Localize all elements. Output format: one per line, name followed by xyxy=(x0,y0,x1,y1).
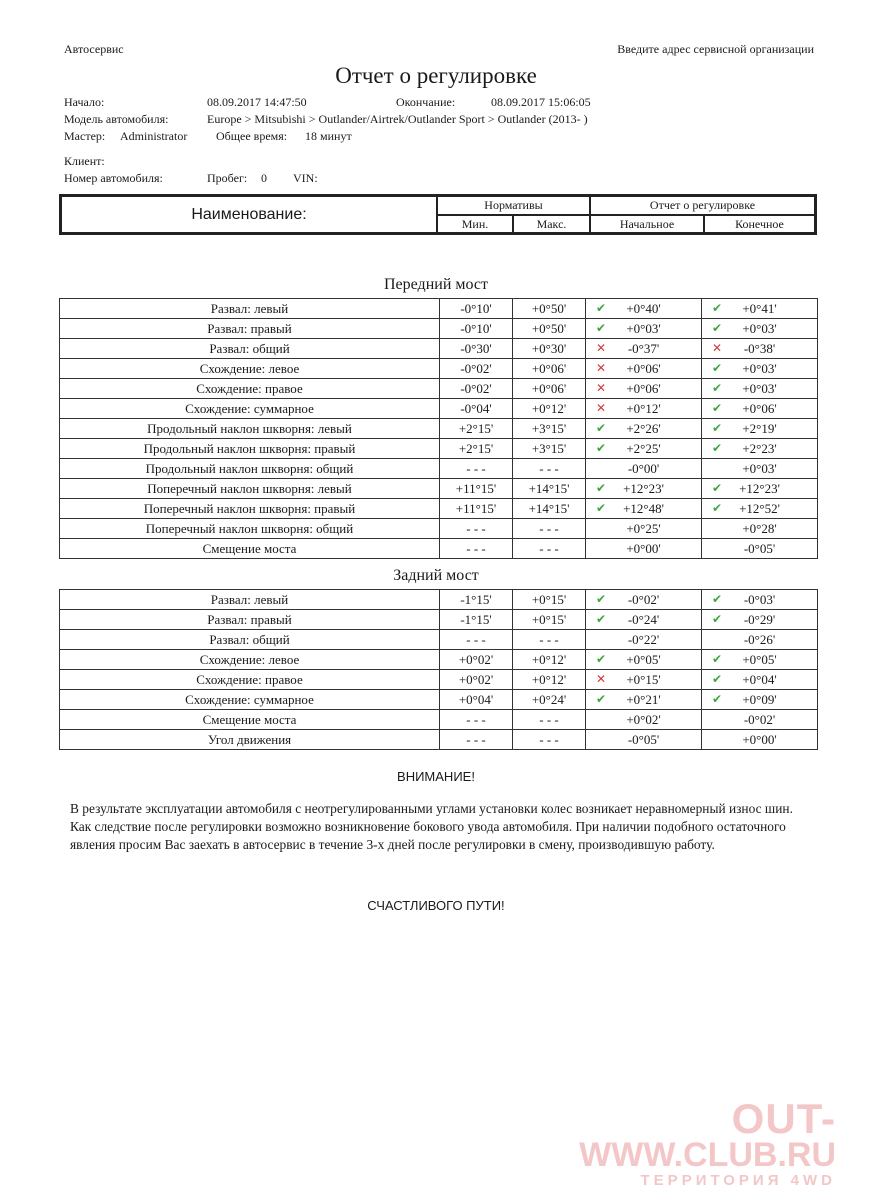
start-value: 08.09.2017 14:47:50 xyxy=(207,95,307,109)
initial-value-cell xyxy=(586,339,702,359)
max-value: - - - xyxy=(513,539,586,559)
cross-icon: ✕ xyxy=(596,381,607,395)
final-value: +0°04' xyxy=(742,672,777,687)
max-value: - - - xyxy=(513,630,586,650)
table-row xyxy=(60,690,818,710)
table-row xyxy=(60,439,818,459)
table-row xyxy=(60,610,818,630)
final-value-cell xyxy=(702,439,818,459)
check-icon: ✔ xyxy=(712,361,723,375)
initial-value: -0°00' xyxy=(627,461,660,476)
cross-icon: ✕ xyxy=(596,361,607,375)
row-name: Развал: правый xyxy=(60,610,440,630)
check-icon: ✔ xyxy=(712,501,723,515)
final-value-cell xyxy=(702,710,818,730)
final-value-cell xyxy=(702,519,818,539)
min-value: -1°15' xyxy=(440,610,513,630)
table-header xyxy=(59,194,817,235)
mileage-label: Пробег: xyxy=(207,171,248,185)
row-name: Схождение: правое xyxy=(60,379,440,399)
row-name: Поперечный наклон шкворня: правый xyxy=(60,499,440,519)
final-value: +0°03' xyxy=(742,321,777,336)
final-value: +0°05' xyxy=(742,652,777,667)
min-value: - - - xyxy=(440,730,513,750)
table-row xyxy=(60,539,818,559)
table-row xyxy=(60,650,818,670)
report-header: Отчет о регулировке xyxy=(591,197,814,216)
check-icon: ✔ xyxy=(712,652,723,666)
initial-value: +12°23' xyxy=(623,481,664,496)
initial-value-cell xyxy=(586,459,702,479)
check-icon: ✔ xyxy=(596,301,607,315)
row-name: Развал: левый xyxy=(60,299,440,319)
initial-value-cell xyxy=(586,650,702,670)
table-row xyxy=(60,730,818,750)
mileage-value: 0 xyxy=(261,171,267,185)
final-value: +0°03' xyxy=(742,381,777,396)
final-value-cell xyxy=(702,319,818,339)
final-value: +2°19' xyxy=(742,421,777,436)
table-row xyxy=(60,459,818,479)
final-value-cell xyxy=(702,690,818,710)
final-value: +0°41' xyxy=(742,301,777,316)
final-value-cell xyxy=(702,299,818,319)
initial-value-cell xyxy=(586,630,702,650)
max-value: - - - xyxy=(513,459,586,479)
cross-icon: ✕ xyxy=(596,672,607,686)
check-icon: ✔ xyxy=(712,612,723,626)
initial-value: -0°37' xyxy=(627,341,660,356)
row-name: Развал: общий xyxy=(60,339,440,359)
check-icon: ✔ xyxy=(712,692,723,706)
min-value: -0°10' xyxy=(440,319,513,339)
table-row xyxy=(60,670,818,690)
min-value: +0°02' xyxy=(440,670,513,690)
min-value: - - - xyxy=(440,459,513,479)
final-value-cell xyxy=(702,459,818,479)
total-time-value: 18 минут xyxy=(305,129,352,143)
table-row xyxy=(60,630,818,650)
final-value-cell xyxy=(702,359,818,379)
initial-value: +0°25' xyxy=(626,521,661,536)
final-value-cell xyxy=(702,419,818,439)
final-value: +0°00' xyxy=(742,732,777,747)
initial-value-cell xyxy=(586,710,702,730)
min-value: +11°15' xyxy=(440,479,513,499)
notice-paragraph: В результате эксплуатации автомобиля с неотрегулированными углами установки колес возникает неравномерный износ шин. Как следствие после регулировки возможно возникновение бокового увода автомобиля. При наличии подобного остаточного явления просим Вас заехать в автосервис в течение 3-х дней после регулировки в смену, производившую работу. xyxy=(70,801,793,852)
min-value: -0°02' xyxy=(440,379,513,399)
min-value: +2°15' xyxy=(440,439,513,459)
final-value-cell xyxy=(702,379,818,399)
max-value: +0°12' xyxy=(513,399,586,419)
final-value: -0°38' xyxy=(743,341,776,356)
min-value: - - - xyxy=(440,630,513,650)
initial-value-cell xyxy=(586,319,702,339)
max-value: +3°15' xyxy=(513,439,586,459)
address-prompt: Введите адрес сервисной организации xyxy=(617,42,814,56)
min-value: - - - xyxy=(440,710,513,730)
min-value: -1°15' xyxy=(440,590,513,610)
norms-header: Нормативы xyxy=(438,197,589,216)
initial-value: +0°06' xyxy=(626,361,661,376)
final-value-cell xyxy=(702,670,818,690)
row-name: Схождение: правое xyxy=(60,670,440,690)
table-row xyxy=(60,379,818,399)
max-value: +0°06' xyxy=(513,379,586,399)
final-value-cell xyxy=(702,539,818,559)
min-value: +11°15' xyxy=(440,499,513,519)
check-icon: ✔ xyxy=(712,421,723,435)
final-value-cell xyxy=(702,339,818,359)
initial-value-cell xyxy=(586,670,702,690)
check-icon: ✔ xyxy=(596,592,607,606)
front-axle-table xyxy=(59,298,818,559)
initial-value: -0°22' xyxy=(627,632,660,647)
rear-axle-table xyxy=(59,589,818,750)
initial-value: +0°02' xyxy=(626,712,661,727)
final-value-cell xyxy=(702,630,818,650)
row-name: Поперечный наклон шкворня: общий xyxy=(60,519,440,539)
client-label: Клиент: xyxy=(64,154,105,168)
initial-value-cell xyxy=(586,299,702,319)
max-value: +3°15' xyxy=(513,419,586,439)
min-value: -0°02' xyxy=(440,359,513,379)
farewell-text: СЧАСТЛИВОГО ПУТИ! xyxy=(367,898,505,913)
initial-value: +0°21' xyxy=(626,692,661,707)
initial-value: +0°12' xyxy=(626,401,661,416)
initial-value-cell xyxy=(586,610,702,630)
final-value-cell xyxy=(702,650,818,670)
min-value: +0°04' xyxy=(440,690,513,710)
row-name: Продольный наклон шкворня: правый xyxy=(60,439,440,459)
max-value: +0°24' xyxy=(513,690,586,710)
initial-value-cell xyxy=(586,439,702,459)
initial-header: Начальное xyxy=(619,217,675,231)
max-value: +14°15' xyxy=(513,479,586,499)
min-value: -0°10' xyxy=(440,299,513,319)
check-icon: ✔ xyxy=(712,301,723,315)
initial-value-cell xyxy=(586,399,702,419)
table-row xyxy=(60,419,818,439)
row-name: Развал: левый xyxy=(60,590,440,610)
final-value: +12°52' xyxy=(739,501,780,516)
max-value: +14°15' xyxy=(513,499,586,519)
max-value: - - - xyxy=(513,730,586,750)
min-value: +0°02' xyxy=(440,650,513,670)
final-value: +2°23' xyxy=(742,441,777,456)
initial-value-cell xyxy=(586,590,702,610)
max-value: +0°50' xyxy=(513,319,586,339)
check-icon: ✔ xyxy=(712,672,723,686)
cross-icon: ✕ xyxy=(596,341,607,355)
table-row xyxy=(60,479,818,499)
check-icon: ✔ xyxy=(596,481,607,495)
table-row xyxy=(60,319,818,339)
end-value: 08.09.2017 15:06:05 xyxy=(491,95,591,109)
table-row xyxy=(60,710,818,730)
master-value: Administrator xyxy=(120,129,188,143)
front-axle-title: Передний мост xyxy=(384,276,488,293)
min-header: Мин. xyxy=(461,217,489,231)
check-icon: ✔ xyxy=(712,592,723,606)
max-value: +0°15' xyxy=(513,610,586,630)
page-title: Отчет о регулировке xyxy=(335,63,537,88)
initial-value: -0°05' xyxy=(627,732,660,747)
table-row xyxy=(60,590,818,610)
row-name: Смещение моста xyxy=(60,539,440,559)
end-label: Окончание: xyxy=(396,95,456,109)
plate-label: Номер автомобиля: xyxy=(64,171,163,185)
final-value: -0°02' xyxy=(743,712,776,727)
final-value-cell xyxy=(702,399,818,419)
attention-heading: ВНИМАНИЕ! xyxy=(397,769,475,784)
check-icon: ✔ xyxy=(596,421,607,435)
initial-value-cell xyxy=(586,690,702,710)
max-value: +0°30' xyxy=(513,339,586,359)
final-value: +0°03' xyxy=(742,361,777,376)
min-value: -0°04' xyxy=(440,399,513,419)
final-value-cell xyxy=(702,499,818,519)
initial-value-cell xyxy=(586,539,702,559)
initial-value: +0°40' xyxy=(626,301,661,316)
initial-value-cell xyxy=(586,479,702,499)
cross-icon: ✕ xyxy=(712,341,723,355)
initial-value-cell xyxy=(586,419,702,439)
check-icon: ✔ xyxy=(712,401,723,415)
min-value: +2°15' xyxy=(440,419,513,439)
check-icon: ✔ xyxy=(712,381,723,395)
initial-value-cell xyxy=(586,730,702,750)
table-row xyxy=(60,499,818,519)
total-time-label: Общее время: xyxy=(216,129,288,143)
check-icon: ✔ xyxy=(596,321,607,335)
name-column-header: Наименование: xyxy=(62,197,438,232)
check-icon: ✔ xyxy=(712,441,723,455)
max-value: - - - xyxy=(513,519,586,539)
initial-value: +0°05' xyxy=(626,652,661,667)
max-value: +0°12' xyxy=(513,650,586,670)
row-name: Продольный наклон шкворня: общий xyxy=(60,459,440,479)
row-name: Схождение: суммарное xyxy=(60,690,440,710)
min-value: -0°30' xyxy=(440,339,513,359)
max-value: - - - xyxy=(513,710,586,730)
initial-value: +0°00' xyxy=(626,541,661,556)
final-value: +0°06' xyxy=(742,401,777,416)
rear-axle-title: Задний мост xyxy=(393,567,479,584)
initial-value-cell xyxy=(586,379,702,399)
vin-label: VIN: xyxy=(293,171,318,185)
final-value: +0°28' xyxy=(742,521,777,536)
initial-value: +2°26' xyxy=(626,421,661,436)
company-name: Автосервис xyxy=(64,42,124,56)
watermark-line2: WWW.CLUB.RU xyxy=(579,1136,836,1174)
final-value: -0°03' xyxy=(743,592,776,607)
model-value: Europe > Mitsubishi > Outlander/Airtrek/Outlander Sport > Outlander (2013- ) xyxy=(207,112,588,126)
min-value: - - - xyxy=(440,519,513,539)
initial-value: -0°24' xyxy=(627,612,660,627)
row-name: Поперечный наклон шкворня: левый xyxy=(60,479,440,499)
row-name: Смещение моста xyxy=(60,710,440,730)
final-header: Конечное xyxy=(735,217,784,231)
final-value: -0°05' xyxy=(743,541,776,556)
initial-value: +0°03' xyxy=(626,321,661,336)
row-name: Угол движения xyxy=(60,730,440,750)
watermark-line1: OUT- xyxy=(731,1095,836,1142)
check-icon: ✔ xyxy=(596,441,607,455)
watermark-line3: ТЕРРИТОРИЯ 4WD xyxy=(640,1172,836,1189)
initial-value-cell xyxy=(586,359,702,379)
table-row xyxy=(60,299,818,319)
final-value: +12°23' xyxy=(739,481,780,496)
initial-value: +0°15' xyxy=(626,672,661,687)
table-row xyxy=(60,359,818,379)
initial-value: -0°02' xyxy=(627,592,660,607)
min-value: - - - xyxy=(440,539,513,559)
max-value: +0°50' xyxy=(513,299,586,319)
table-row xyxy=(60,399,818,419)
cross-icon: ✕ xyxy=(596,401,607,415)
max-value: +0°15' xyxy=(513,590,586,610)
final-value: -0°29' xyxy=(743,612,776,627)
final-value: +0°03' xyxy=(742,461,777,476)
model-label: Модель автомобиля: xyxy=(64,112,169,126)
final-value-cell xyxy=(702,590,818,610)
check-icon: ✔ xyxy=(596,692,607,706)
max-value: +0°06' xyxy=(513,359,586,379)
final-value: +0°09' xyxy=(742,692,777,707)
max-value: +0°12' xyxy=(513,670,586,690)
row-name: Схождение: левое xyxy=(60,650,440,670)
initial-value-cell xyxy=(586,519,702,539)
check-icon: ✔ xyxy=(596,612,607,626)
row-name: Развал: правый xyxy=(60,319,440,339)
row-name: Схождение: левое xyxy=(60,359,440,379)
start-label: Начало: xyxy=(64,95,105,109)
final-value-cell xyxy=(702,730,818,750)
check-icon: ✔ xyxy=(596,652,607,666)
row-name: Схождение: суммарное xyxy=(60,399,440,419)
initial-value-cell xyxy=(586,499,702,519)
max-header: Макс. xyxy=(536,217,567,231)
initial-value: +2°25' xyxy=(626,441,661,456)
initial-value: +0°06' xyxy=(626,381,661,396)
check-icon: ✔ xyxy=(712,321,723,335)
final-value-cell xyxy=(702,479,818,499)
check-icon: ✔ xyxy=(712,481,723,495)
final-value-cell xyxy=(702,610,818,630)
row-name: Продольный наклон шкворня: левый xyxy=(60,419,440,439)
table-row xyxy=(60,519,818,539)
row-name: Развал: общий xyxy=(60,630,440,650)
master-label: Мастер: xyxy=(64,129,106,143)
check-icon: ✔ xyxy=(596,501,607,515)
final-value: -0°26' xyxy=(743,632,776,647)
initial-value: +12°48' xyxy=(623,501,664,516)
table-row xyxy=(60,339,818,359)
